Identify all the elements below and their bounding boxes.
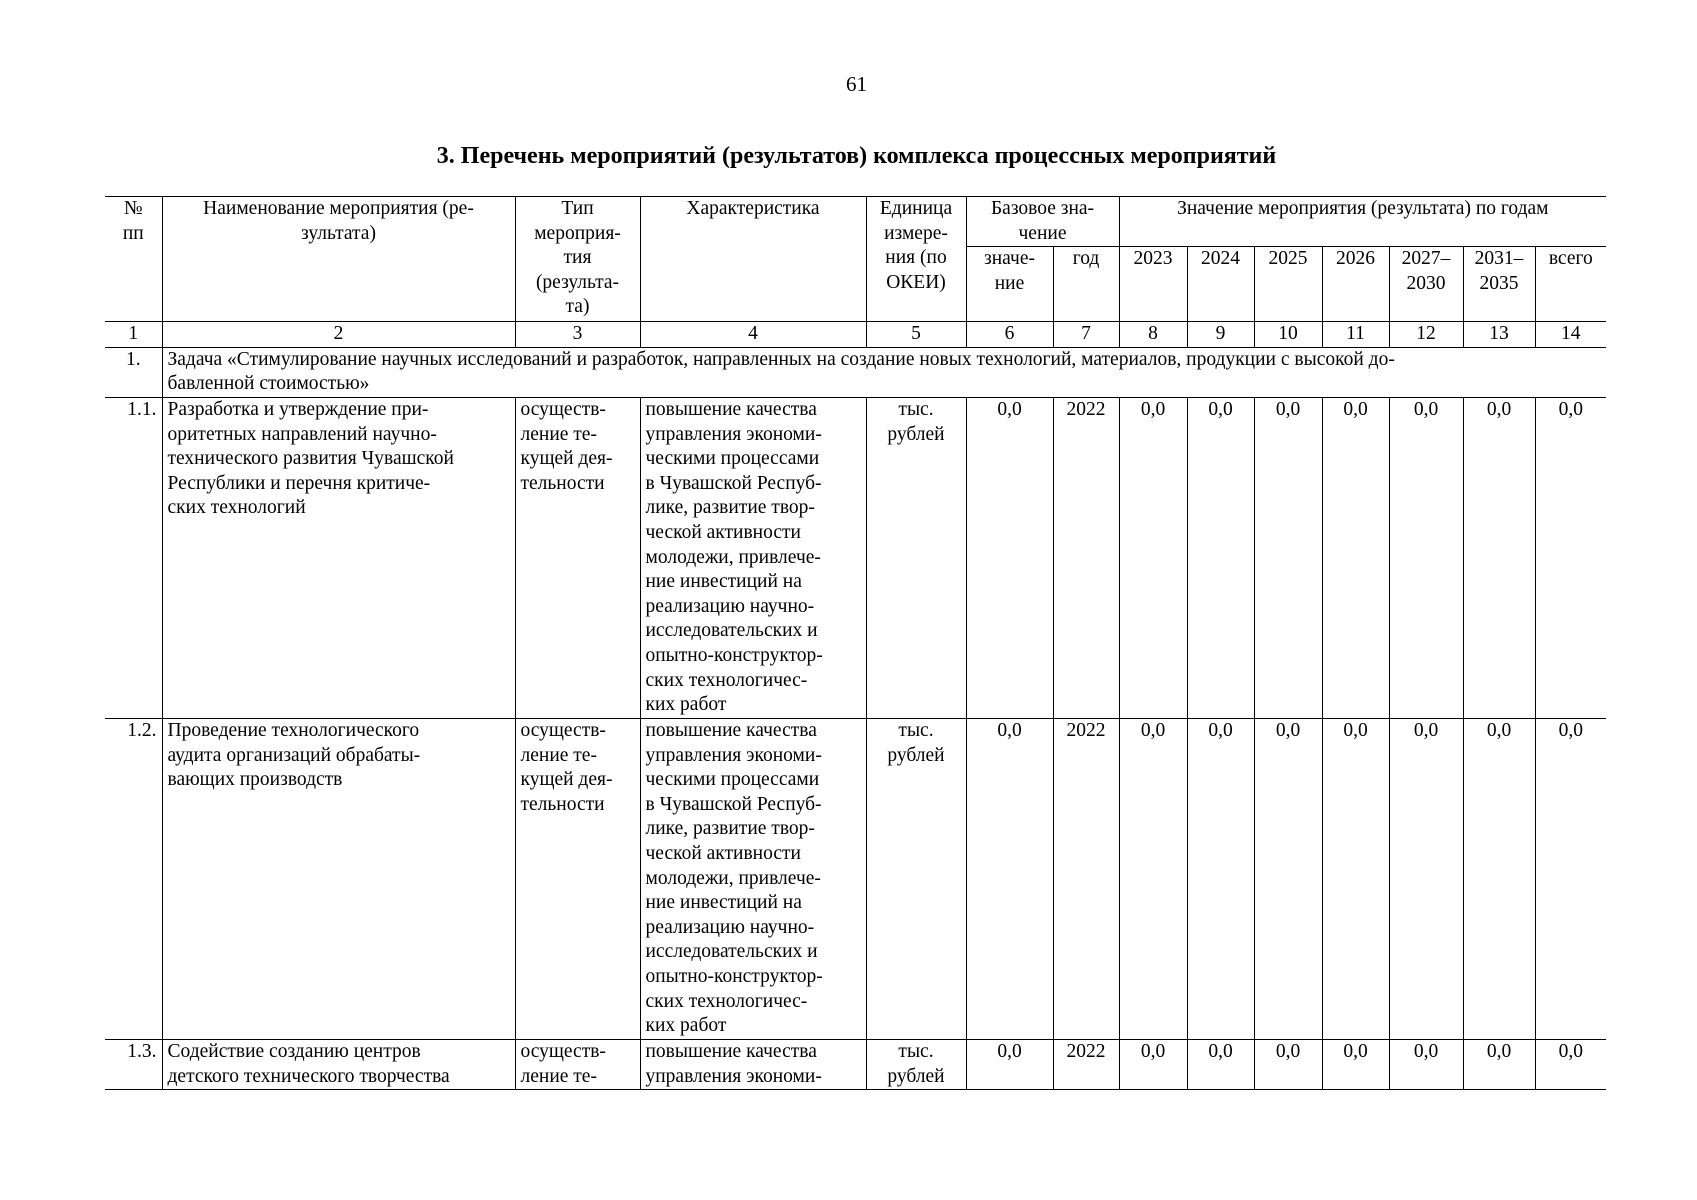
row-value-2023: 0,0 — [1119, 1039, 1187, 1089]
row-value-2031-2035: 0,0 — [1463, 718, 1535, 1039]
column-number: 1 — [105, 322, 162, 348]
header-year-2025: 2025 — [1254, 247, 1322, 322]
row-value-2027-2030: 0,0 — [1389, 718, 1463, 1039]
column-number: 3 — [515, 322, 640, 348]
row-value-total: 0,0 — [1535, 1039, 1606, 1089]
row-name: Содействие созданию центров детского технического творчества — [162, 1039, 515, 1089]
row-value-2024: 0,0 — [1187, 1039, 1254, 1089]
task-row — [105, 347, 1606, 397]
header-characteristic: Характеристика — [640, 197, 866, 322]
row-base-value: 0,0 — [966, 718, 1053, 1039]
row-value-total: 0,0 — [1535, 718, 1606, 1039]
row-base-year: 2022 — [1053, 397, 1119, 718]
row-characteristic: повышение качества управления экономи- ческими процессами в Чувашской Респуб- лике, развитие твор- ческой активности молодежи, привлече- ние инвестиций на реализацию научно- исследовательских и опытно-конструктор- ских технологичес- ких работ — [640, 397, 866, 718]
row-type: осуществ- ление те- кущей дея- тельности — [515, 397, 640, 718]
row-unit: тыс. рублей — [866, 1039, 966, 1089]
page-title: 3. Перечень мероприятий (результатов) комплекса процессных мероприятий — [436, 143, 1277, 169]
header-unit: Единица измере- ния (по ОКЕИ) — [866, 197, 966, 322]
row-value-2024: 0,0 — [1187, 397, 1254, 718]
row-value-2031-2035: 0,0 — [1463, 397, 1535, 718]
column-number: 10 — [1254, 322, 1322, 348]
task-text: Задача «Стимулирование научных исследований и разработок, направленных на создание новых технологий, материалов, продукции с высокой до- бавленной стоимостью» — [162, 347, 1606, 397]
header-name: Наименование мероприятия (ре- зультата) — [162, 197, 515, 322]
column-number: 5 — [866, 322, 966, 348]
table-row — [105, 718, 1606, 1039]
row-value-2026: 0,0 — [1322, 1039, 1389, 1089]
row-base-year: 2022 — [1053, 718, 1119, 1039]
header-year-2027-2030: 2027– 2030 — [1389, 247, 1463, 322]
header-base-value: значе- ние — [966, 247, 1053, 322]
header-year-2023: 2023 — [1119, 247, 1187, 322]
row-value-2027-2030: 0,0 — [1389, 1039, 1463, 1089]
row-type: осуществ- ление те- кущей дея- тельности — [515, 718, 640, 1039]
header-base-group: Базовое зна- чение — [966, 197, 1119, 247]
column-number: 4 — [640, 322, 866, 348]
row-value-2025: 0,0 — [1254, 718, 1322, 1039]
header-type: Тип мероприя- тия (результа- та) — [515, 197, 640, 322]
row-name: Проведение технологического аудита организаций обрабаты- вающих производств — [162, 718, 515, 1039]
column-number: 13 — [1463, 322, 1535, 348]
row-unit: тыс. рублей — [866, 718, 966, 1039]
header-year-2026: 2026 — [1322, 247, 1389, 322]
column-number: 8 — [1119, 322, 1187, 348]
header-row — [105, 197, 1606, 247]
row-value-2023: 0,0 — [1119, 397, 1187, 718]
header-total: всего — [1535, 247, 1606, 322]
header-num: № пп — [105, 197, 162, 322]
column-number: 14 — [1535, 322, 1606, 348]
row-name: Разработка и утверждение при- оритетных направлений научно- технического развития Чувашской Республики и перечня критиче- ских технологий — [162, 397, 515, 718]
row-type: осуществ- ление те- — [515, 1039, 640, 1089]
row-value-2026: 0,0 — [1322, 718, 1389, 1039]
table-row — [105, 397, 1606, 718]
table-row — [105, 1039, 1606, 1089]
header-base-year: год — [1053, 247, 1119, 322]
column-number: 11 — [1322, 322, 1389, 348]
row-value-2025: 0,0 — [1254, 397, 1322, 718]
row-value-2031-2035: 0,0 — [1463, 1039, 1535, 1089]
row-characteristic: повышение качества управления экономи- — [640, 1039, 866, 1089]
row-value-2026: 0,0 — [1322, 397, 1389, 718]
row-num: 1.3. — [105, 1039, 162, 1089]
row-base-value: 0,0 — [966, 1039, 1053, 1089]
measures-table — [105, 196, 1606, 1090]
header-values-group: Значение мероприятия (результата) по годам — [1119, 197, 1606, 247]
page-number: 61 — [846, 72, 867, 96]
header-year-2031-2035: 2031– 2035 — [1463, 247, 1535, 322]
row-num: 1.2. — [105, 718, 162, 1039]
column-number: 9 — [1187, 322, 1254, 348]
column-number: 6 — [966, 322, 1053, 348]
row-characteristic: повышение качества управления экономи- ческими процессами в Чувашской Респуб- лике, развитие твор- ческой активности молодежи, привлече- ние инвестиций на реализацию научно- исследовательских и опытно-конструктор- ских технологичес- ких работ — [640, 718, 866, 1039]
column-number: 7 — [1053, 322, 1119, 348]
row-base-value: 0,0 — [966, 397, 1053, 718]
header-year-2024: 2024 — [1187, 247, 1254, 322]
column-number: 2 — [162, 322, 515, 348]
row-num: 1.1. — [105, 397, 162, 718]
row-value-2023: 0,0 — [1119, 718, 1187, 1039]
row-value-2024: 0,0 — [1187, 718, 1254, 1039]
column-number: 12 — [1389, 322, 1463, 348]
row-value-total: 0,0 — [1535, 397, 1606, 718]
row-unit: тыс. рублей — [866, 397, 966, 718]
row-value-2025: 0,0 — [1254, 1039, 1322, 1089]
task-num: 1. — [105, 347, 162, 397]
column-numbers-row — [105, 322, 1606, 348]
row-base-year: 2022 — [1053, 1039, 1119, 1089]
row-value-2027-2030: 0,0 — [1389, 397, 1463, 718]
